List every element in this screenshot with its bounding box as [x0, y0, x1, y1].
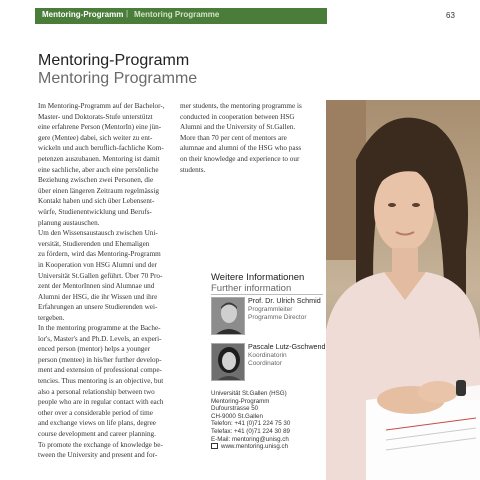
contact-role-de: Programmleiter: [248, 305, 293, 313]
body-text-de: [38, 101, 170, 323]
text-line: mer students, the mentoring programme is: [180, 102, 302, 110]
phone-line: Telefon: +41 (0)71 224 75 30: [211, 420, 291, 428]
contact-role-de: Koordinatorin: [248, 351, 287, 359]
info-subheading: Further information: [211, 283, 292, 294]
text-line: on their knowledge and experience to our: [180, 154, 300, 163]
address-line: Mentoring-Programm: [211, 397, 270, 405]
contact-person: [248, 297, 321, 323]
text-line: other over a considerable period of time: [38, 408, 153, 417]
text-line: Um den Wissensaustausch zwischen Uni-: [38, 229, 158, 238]
text-line: eine sachliche, aber auch eine persönliche: [38, 165, 159, 174]
text-line: zu fördern, wird das Mentoring-Programm: [38, 250, 161, 259]
text-line: tencies. Thus mentoring is an objective, but: [38, 376, 164, 385]
header-separator: |: [126, 9, 129, 18]
text-line: conducted in cooperation between HSG: [180, 112, 295, 121]
link-arrow-icon: [211, 443, 218, 449]
text-line: person (mentee) in his/her further develop-: [38, 355, 162, 364]
text-line: Kontakt haben und sich über Lebensent-: [38, 197, 155, 206]
text-line: In the mentoring programme at the Bache-: [38, 324, 161, 332]
contact-address: [211, 390, 290, 451]
text-line: würfe, Studienentwicklung und Berufs-: [38, 207, 152, 216]
text-line: To promote the exchange of knowledge be-: [38, 440, 163, 449]
header-section-en: Mentoring Programme: [134, 10, 220, 19]
contact-portrait-photo: [211, 343, 245, 381]
text-line: alumnae and alumni of the HSG who pass: [180, 144, 302, 153]
contact-role-en: Coordinator: [248, 360, 282, 367]
contact-person: [248, 343, 326, 369]
text-line: tergeben.: [38, 313, 65, 322]
text-line: petenzen auszubauen. Mentoring ist damit: [38, 154, 160, 163]
text-line: students.: [180, 165, 206, 174]
address-line: Universität St.Gallen (HSG): [211, 390, 287, 397]
text-line: Erfahrungen an unsere Studierenden wei-: [38, 303, 158, 312]
text-line: course development and career planning.: [38, 429, 156, 438]
divider: [211, 294, 323, 295]
info-heading: Weitere Informationen: [211, 272, 305, 283]
portrait-woman-image: [212, 344, 245, 381]
text-line: people who are in regular contact with each: [38, 398, 164, 407]
contact-role-en: Programme Director: [248, 314, 307, 321]
contact-name: Pascale Lutz-Gschwend: [248, 342, 326, 351]
page-title-de: Mentoring-Programm: [38, 52, 190, 69]
contact-portrait-photo: [211, 297, 245, 335]
website-row[interactable]: [211, 443, 290, 451]
text-line: Beziehung zwischen zwei Personen, die: [38, 176, 154, 185]
email-line[interactable]: E-Mail: mentoring@unisg.ch: [211, 435, 289, 443]
header-section-de: Mentoring-Programm: [42, 10, 124, 19]
address-line: Dufourstrasse 50: [211, 405, 259, 413]
text-line: versität, Studierenden und Ehemaligen: [38, 239, 150, 248]
portrait-man-image: [212, 298, 245, 335]
text-line: gere (Mentee) dabei, sich weiter zu ent-: [38, 133, 153, 142]
text-line: Universität St.Gallen geführt. Über 70 Pro-: [38, 271, 163, 280]
mentor-photo: [326, 100, 480, 480]
fax-line: Telefax: +41 (0)71 224 30 89: [211, 427, 290, 435]
page-number: 63: [446, 11, 455, 20]
contact-name: Prof. Dr. Ulrich Schmid: [248, 296, 321, 305]
body-text-en: [38, 323, 170, 461]
woman-portrait-image: [326, 100, 480, 480]
text-line: lor's, Master's and Ph.D. Levels, an experi-: [38, 334, 162, 343]
text-line: planung austauschen.: [38, 218, 100, 227]
text-line: in Kooperation von HSG Alumni und der: [38, 260, 157, 269]
text-line: and exchange views on life plans, degree: [38, 419, 156, 428]
text-line: eine erfahrene Person (MentorIn) eine jün-: [38, 123, 162, 132]
text-line: Im Mentoring-Programm auf der Bachelor-,: [38, 102, 165, 110]
text-line: Master- und Doktorats-Stufe unterstützt: [38, 112, 153, 121]
page-header: [0, 0, 480, 30]
text-line: zent der MentorInnen sind Alumnae und: [38, 282, 155, 291]
text-line: enced person (mentor) helps a younger: [38, 345, 150, 354]
text-line: Alumni der HSG, die ihr Wissen und ihre: [38, 292, 158, 301]
text-line: More than 70 per cent of mentors are: [180, 133, 287, 142]
text-line: wickeln und auch beruflich-fachliche Kom-: [38, 144, 164, 153]
page-title-en: Mentoring Programme: [38, 70, 198, 87]
address-line: CH-9000 St.Gallen: [211, 412, 263, 420]
text-line: also a personal relationship between two: [38, 387, 155, 396]
text-line: über einen längeren Zeitraum regelmässig: [38, 186, 159, 195]
text-line: ment and extension of professional compe-: [38, 366, 162, 375]
text-line: Alumni and the University of St.Gallen.: [180, 123, 296, 132]
website-link[interactable]: www.mentoring.unisg.ch: [221, 443, 289, 451]
body-text-en-continued: [180, 101, 320, 175]
text-line: tween the University and present and for-: [38, 451, 158, 460]
